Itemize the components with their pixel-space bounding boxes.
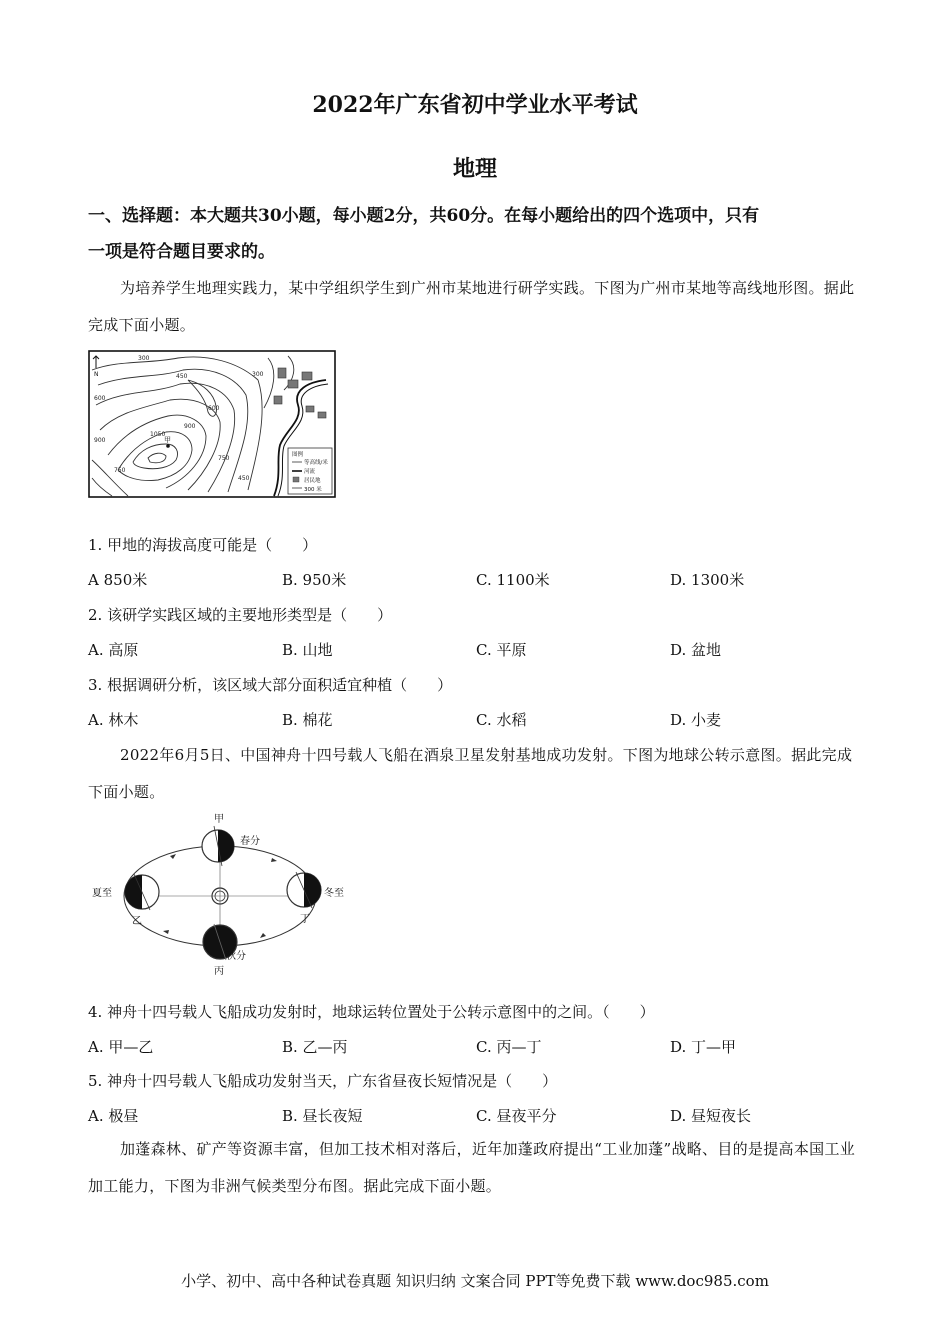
intro-paragraph-2: 2022年6月5日、中国神舟十四号载人飞船在酒泉卫星发射基地成功发射。下图为地球公转示意图。据此完成下面小题。	[88, 746, 853, 801]
section-heading-line1: 一、选择题：本大题共30小题，每小题2分，共60分。在每小题给出的四个选项中，只有	[88, 206, 760, 226]
intro-paragraph-1: 为培养学生地理实践力，某中学组织学生到广州市某地进行研学实践。下图为广州市某地等高线地形图。据此完成下面小题。	[88, 279, 855, 334]
svg-text:600: 600	[94, 395, 106, 402]
contour-map-figure	[88, 350, 336, 498]
question-2-option-c: C. 平原	[476, 641, 527, 659]
question-5-option-c: C. 昼夜平分	[476, 1107, 557, 1125]
question-2-stem: 2. 该研学实践区域的主要地形类型是（ ）	[88, 606, 393, 624]
orbit-label-bing: 丙	[214, 966, 224, 977]
svg-text:等高线/米: 等高线/米	[304, 460, 328, 466]
earth-orbit-diagram	[86, 812, 356, 978]
svg-text:900: 900	[94, 437, 106, 444]
question-3-stem: 3. 根据调研分析，该区域大部分面积适宜种植（ ）	[88, 676, 453, 694]
question-4-option-b: B. 乙—丙	[282, 1038, 348, 1056]
svg-text:N: N	[94, 371, 99, 378]
question-1-option-c: C. 1100米	[476, 571, 550, 589]
page-footer: 小学、初中、高中各种试卷真题 知识归纳 文案合同 PPT等免费下载 www.doc985.com	[181, 1272, 769, 1290]
question-1-option-d: D. 1300米	[670, 571, 745, 589]
question-5-option-d: D. 昼短夜长	[670, 1107, 752, 1125]
intro-paragraph-3: 加蓬森林、矿产等资源丰富，但加工技术相对落后，近年加蓬政府提出“工业加蓬”战略、目的是提高本国工业加工能力，下图为非洲气候类型分布图。据此完成下面小题。	[88, 1140, 856, 1195]
svg-text:750: 750	[218, 455, 230, 462]
svg-text:300: 300	[252, 371, 264, 378]
question-5-stem: 5. 神舟十四号载人飞船成功发射当天，广东省昼夜长短情况是（ ）	[88, 1072, 558, 1090]
svg-text:河流: 河流	[304, 469, 316, 475]
orbit-label-yi: 乙	[132, 916, 142, 927]
svg-text:600: 600	[208, 405, 220, 412]
question-4-option-d: D. 丁—甲	[670, 1038, 737, 1056]
question-3-option-c: C. 水稻	[476, 711, 527, 729]
question-4-option-a: A. 甲—乙	[88, 1038, 154, 1056]
question-2-option-b: B. 山地	[282, 641, 333, 659]
orbit-label-ding: 丁	[300, 914, 310, 925]
question-1-stem: 1. 甲地的海拔高度可能是（ ）	[88, 536, 318, 554]
svg-text:1050: 1050	[150, 431, 166, 438]
svg-text:450: 450	[176, 373, 188, 380]
svg-text:450: 450	[238, 475, 250, 482]
svg-text:300 米: 300 米	[304, 487, 322, 493]
svg-text:居民地: 居民地	[304, 478, 321, 484]
orbit-label-jia: 甲	[214, 814, 224, 825]
svg-text:300: 300	[138, 355, 150, 362]
orbit-label-autumn: 秋分	[226, 951, 246, 962]
question-3-option-b: B. 棉花	[282, 711, 333, 729]
svg-text:图例: 图例	[292, 452, 304, 458]
question-5-option-b: B. 昼长夜短	[282, 1107, 363, 1125]
question-5-option-a: A. 极昼	[88, 1107, 139, 1125]
question-4-option-c: C. 丙—丁	[476, 1038, 542, 1056]
question-2-option-a: A. 高原	[88, 641, 139, 659]
question-4-stem: 4. 神舟十四号载人飞船成功发射时，地球运转位置处于公转示意图中的之间。（ ）	[88, 1003, 655, 1021]
svg-text:甲: 甲	[164, 436, 171, 444]
orbit-label-summer: 夏至	[92, 888, 112, 899]
question-2-option-d: D. 盆地	[670, 641, 722, 659]
exam-title: 2022年广东省初中学业水平考试	[312, 92, 638, 118]
section-heading	[88, 198, 868, 270]
question-3-option-a: A. 林木	[88, 711, 139, 729]
svg-text:750: 750	[114, 467, 126, 474]
section-heading-line2: 一项是符合题目要求的。	[88, 242, 275, 262]
question-3-option-d: D. 小麦	[670, 711, 722, 729]
question-1-option-b: B. 950米	[282, 571, 347, 589]
orbit-label-winter: 冬至	[324, 888, 344, 899]
question-1-option-a: A 850米	[88, 571, 148, 589]
svg-text:900: 900	[184, 423, 196, 430]
orbit-label-spring: 春分	[240, 836, 260, 847]
subject-title: 地理	[452, 156, 497, 182]
